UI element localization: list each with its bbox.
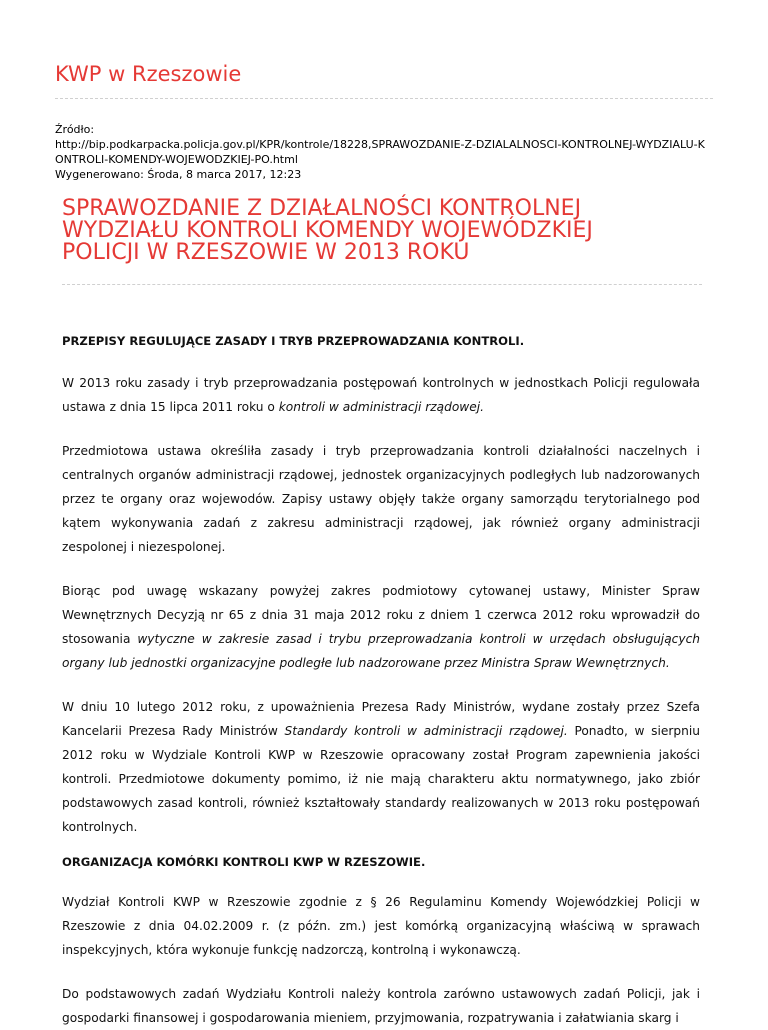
paragraph-4-text-1: W dniu 10 lutego 2012 roku, z upoważnienia Prezesa Rady Ministrów, wydane zostały przez Szefa Kancelarii Prezesa Rady Ministrów xyxy=(62,700,700,738)
paragraph-3-italic: wytyczne w zakresie zasad i trybu przeprowadzania kontroli w urzędach obsługujących organy lub jednostki organizacyjne podległe lub nadzorowane przez Ministra Spraw Wewnętrznych. xyxy=(62,632,700,670)
paragraph-6: Do podstawowych zadań Wydziału Kontroli należy kontrola zarówno ustawowych zadań Policji, jak i gospodarki finansowej i gospodarowania mieniem, przyjmowania, rozpatrywania i załatwiania skarg i xyxy=(62,987,700,1025)
document-body xyxy=(62,332,700,1030)
source-url-line2: ONTROLI-KOMENDY-WOJEWODZKIEJ-PO.html xyxy=(55,153,298,166)
document-title-line-2: WYDZIAŁU KONTROLI KOMENDY WOJEWÓDZKIEJ xyxy=(62,218,593,243)
paragraph-1 xyxy=(62,371,700,419)
site-title: KWP w Rzeszowie xyxy=(55,62,242,86)
document-title-line-3: POLICJI W RZESZOWIE W 2013 ROKU xyxy=(62,240,470,265)
source-url-line1: http://bip.podkarpacka.policja.gov.pl/KPR/kontrole/18228,SPRAWOZDANIE-Z-DZIALALNOSCI-KONTROLNEJ-WYDZIALU-K xyxy=(55,138,705,151)
paragraph-4 xyxy=(62,695,700,839)
section-heading-regulations: PRZEPISY REGULUJĄCE ZASADY I TRYB PRZEPROWADZANIA KONTROLI. xyxy=(62,334,525,348)
document-title-line-1: SPRAWOZDANIE Z DZIAŁALNOŚCI KONTROLNEJ xyxy=(62,196,582,221)
section-heading-organization: ORGANIZACJA KOMÓRKI KONTROLI KWP W RZESZOWIE. xyxy=(62,855,426,869)
paragraph-1-italic: kontroli w administracji rządowej. xyxy=(278,400,485,414)
document-title xyxy=(62,198,702,264)
header-divider xyxy=(55,98,713,99)
paragraph-3-text: Biorąc pod uwagę wskazany powyżej zakres podmiotowy cytowanej ustawy, Minister Spraw Wewnętrznych Decyzją nr 65 z dnia 31 maja 2012 roku z dniem 1 czerwca 2012 roku wprowadził do stosowania xyxy=(62,584,700,646)
title-divider xyxy=(62,284,702,285)
generated-date: Wygenerowano: Środa, 8 marca 2017, 12:23 xyxy=(55,168,302,181)
paragraph-5: Wydział Kontroli KWP w Rzeszowie zgodnie z § 26 Regulaminu Komendy Wojewódzkiej Policji w Rzeszowie z dnia 04.02.2009 r. (z późn. zm.) jest komórką organizacyjną właściwą w sprawach inspekcyjnych, która wykonuje funkcję nadzorczą, kontrolną i wykonawczą. xyxy=(62,895,700,957)
source-meta xyxy=(55,122,715,182)
paragraph-4-text-2: Ponadto, w sierpniu 2012 roku w Wydziale Kontroli KWP w Rzeszowie opracowany został Program zapewnienia jakości kontroli. Przedmiotowe dokumenty pomimo, iż nie mają charakteru aktu normatywnego, jako zbiór podstawowych zasad kontroli, również kształtowały standardy realizowanych w 2013 roku postępowań kontrolnych. xyxy=(62,724,700,834)
paragraph-1-text: W 2013 roku zasady i tryb przeprowadzania postępowań kontrolnych w jednostkach Policji regulowała ustawa z dnia 15 lipca 2011 roku o xyxy=(62,376,700,414)
paragraph-3 xyxy=(62,579,700,675)
paragraph-4-italic: Standardy kontroli w administracji rządowej. xyxy=(284,724,568,738)
source-label: Źródło: xyxy=(55,123,95,136)
paragraph-2: Przedmiotowa ustawa określiła zasady i tryb przeprowadzania kontroli działalności naczelnych i centralnych organów administracji rządowej, jednostek organizacyjnych podległych lub nadzorowanych przez te organy oraz wojewodów. Zapisy ustawy objęły także organy samorządu terytorialnego pod kątem wykonywania zadań z zakresu administracji rządowej, jak również organy administracji zespolonej i niezespolonej. xyxy=(62,444,700,554)
